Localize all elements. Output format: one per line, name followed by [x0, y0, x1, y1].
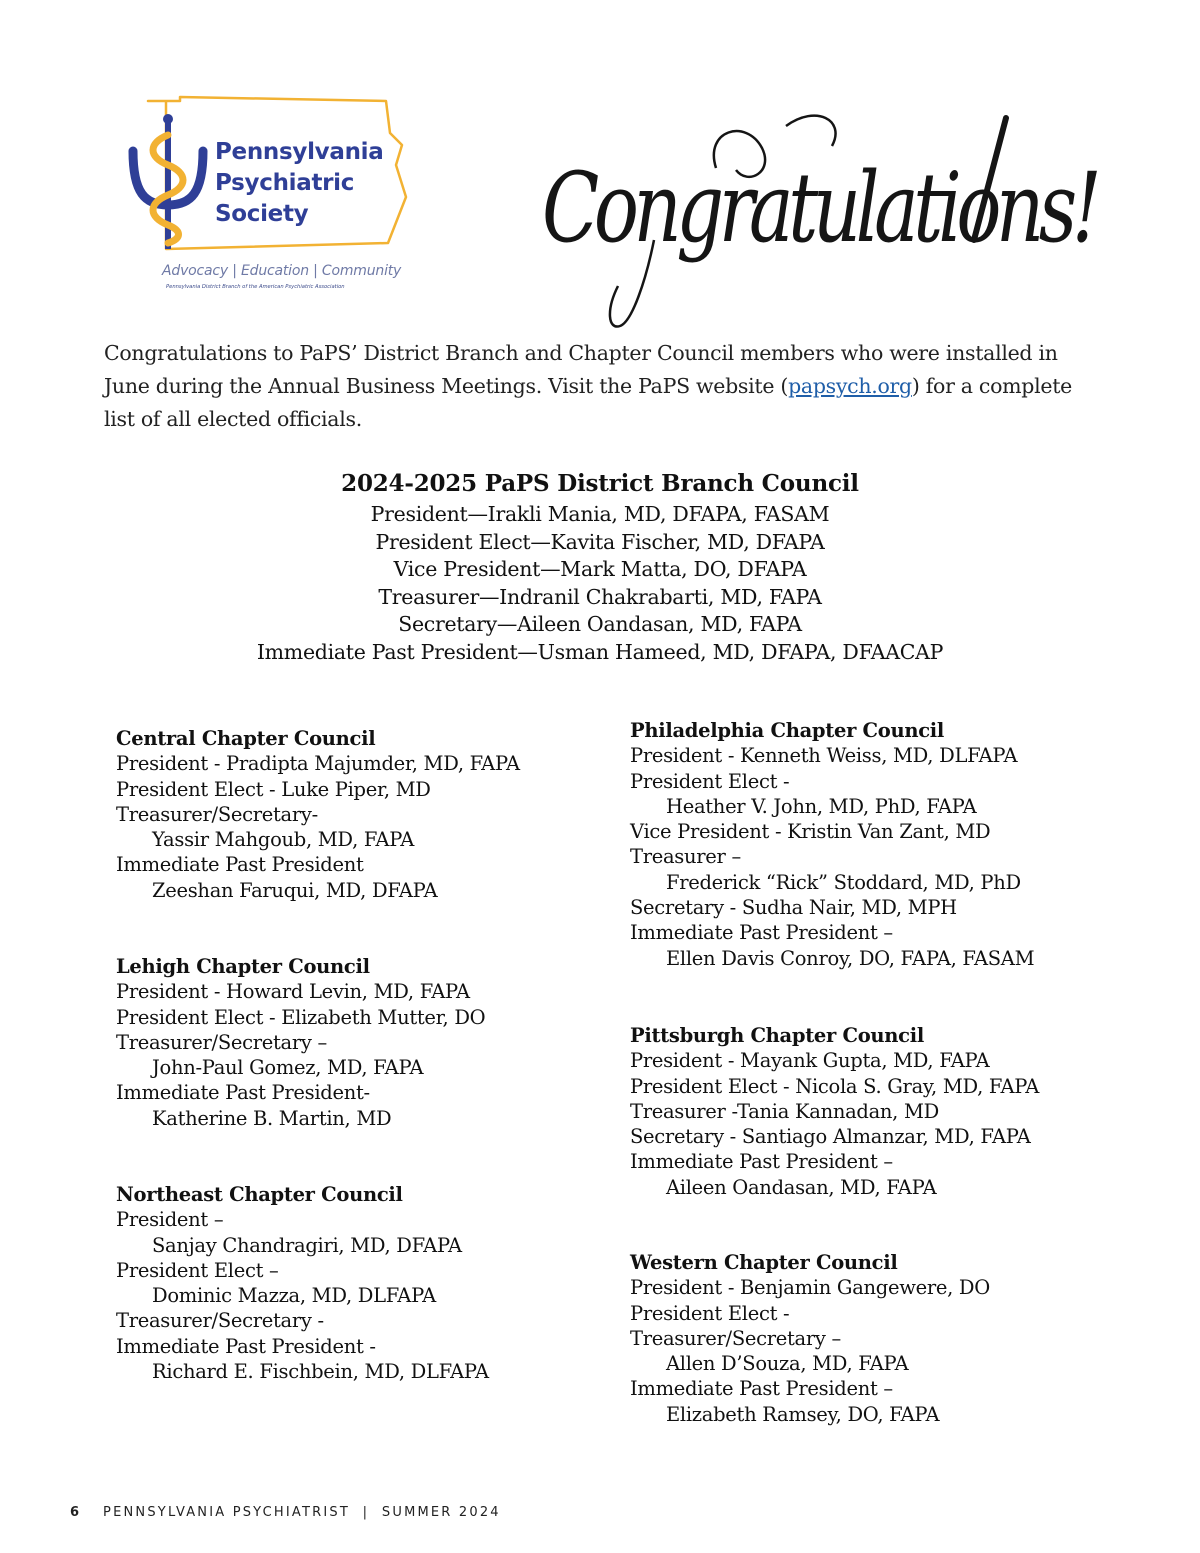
- chapter-officer-name: Yassir Mahgoub, MD, FAPA: [152, 828, 415, 852]
- logo-society-name: [215, 137, 383, 230]
- district-officer-line: Treasurer—Indranil Chakrabarti, MD, FAPA: [378, 584, 822, 609]
- chapter-officer-name: Heather V. John, MD, PhD, FAPA: [666, 794, 977, 818]
- chapter-officer-name: John-Paul Gomez, MD, FAPA: [152, 1056, 424, 1080]
- logo-name-line: Psychiatric: [215, 170, 355, 196]
- chapter-officer-list: [630, 1275, 990, 1427]
- district-officer-line: Secretary—Aileen Oandasan, MD, FAPA: [398, 612, 802, 636]
- philadelphia-chapter-council: [630, 718, 1034, 971]
- district-officer-line: President Elect—Kavita Fischer, MD, DFAPA: [375, 529, 825, 554]
- chapter-title: Pittsburgh Chapter Council: [630, 1024, 924, 1047]
- chapter-officer-name: Sanjay Chandragiri, MD, DFAPA: [152, 1233, 462, 1257]
- chapter-officer-role: President Elect -: [630, 769, 790, 793]
- chapter-officer-role: Immediate Past President -: [116, 1334, 376, 1358]
- intro-text: ) for a complete list of all elected officials.: [104, 374, 1072, 431]
- intro-paragraph: [104, 337, 1104, 436]
- chapter-officer-name: Richard E. Fischbein, MD, DLFAPA: [152, 1360, 489, 1384]
- district-officer-line: President—Irakli Mania, MD, DFAPA, FASAM: [370, 502, 830, 526]
- chapter-officer-name: Elizabeth Ramsey, DO, FAPA: [666, 1402, 940, 1426]
- district-officer-line: Immediate Past President—Usman Hameed, MD, DFAPA, DFAACAP: [256, 639, 944, 664]
- logo-name-line: Pennsylvania: [215, 139, 384, 165]
- chapter-officer-role: President –: [116, 1208, 224, 1232]
- district-branch-council: [0, 467, 1200, 666]
- paps-logo: [118, 95, 408, 300]
- chapter-officer-role: Immediate Past President: [116, 853, 364, 877]
- district-officer-line: Vice President—Mark Matta, DO, DFAPA: [393, 557, 807, 581]
- chapter-officer-name: Frederick “Rick” Stoddard, MD, PhD: [666, 870, 1021, 894]
- logo-subline: Pennsylvania District Branch of the American Psychiatric Association: [166, 284, 345, 290]
- chapter-title: Northeast Chapter Council: [116, 1183, 403, 1206]
- chapter-title: Lehigh Chapter Council: [116, 955, 370, 978]
- chapter-officer-role: Immediate Past President –: [630, 921, 893, 945]
- chapter-officer-role: Secretary - Sudha Nair, MD, MPH: [630, 896, 957, 920]
- chapter-officer-role: Secretary - Santiago Almanzar, MD, FAPA: [630, 1125, 1031, 1149]
- chapter-officer-role: President - Pradipta Majumder, MD, FAPA: [116, 752, 520, 776]
- chapter-officer-name: Katherine B. Martin, MD: [152, 1106, 392, 1130]
- chapter-officer-role: Immediate Past President-: [116, 1081, 370, 1105]
- chapter-officer-role: President - Mayank Gupta, MD, FAPA: [630, 1049, 990, 1073]
- papsych-link[interactable]: papsych.org: [788, 374, 912, 398]
- chapter-officer-name: Zeeshan Faruqui, MD, DFAPA: [152, 878, 438, 902]
- chapter-title: Central Chapter Council: [116, 727, 376, 750]
- headline-text: Congratulations!: [542, 152, 1097, 264]
- chapter-officer-role: Immediate Past President –: [630, 1377, 893, 1401]
- publication-name: PENNSYLVANIA PSYCHIATRIST | SUMMER 2024: [103, 1505, 501, 1520]
- chapter-officer-role: Treasurer/Secretary-: [116, 802, 318, 826]
- chapter-officer-role: President - Benjamin Gangewere, DO: [630, 1276, 990, 1300]
- caduceus-psi-icon: [123, 113, 213, 278]
- chapter-title: Philadelphia Chapter Council: [630, 719, 944, 742]
- northeast-chapter-council: [116, 1182, 489, 1384]
- chapter-officer-list: [116, 1207, 489, 1384]
- western-chapter-council: [630, 1250, 990, 1427]
- chapter-officer-list: [116, 751, 520, 903]
- page-footer: [70, 1505, 501, 1520]
- chapter-officer-list: [630, 1048, 1039, 1200]
- chapter-officer-role: President Elect - Elizabeth Mutter, DO: [116, 1005, 486, 1029]
- chapter-officer-name: Aileen Oandasan, MD, FAPA: [666, 1175, 937, 1199]
- chapter-officer-role: President - Kenneth Weiss, MD, DLFAPA: [630, 744, 1018, 768]
- chapter-officer-role: Treasurer/Secretary -: [116, 1309, 324, 1333]
- chapter-officer-role: Immediate Past President –: [630, 1150, 893, 1174]
- chapter-officer-role: Treasurer –: [630, 845, 741, 869]
- pittsburgh-chapter-council: [630, 1023, 1039, 1200]
- page-number: 6: [70, 1505, 80, 1520]
- chapter-officer-name: Dominic Mazza, MD, DLFAPA: [152, 1284, 436, 1308]
- chapter-officer-name: Allen D’Souza, MD, FAPA: [666, 1352, 909, 1376]
- central-chapter-council: [116, 726, 520, 903]
- chapter-officer-role: President Elect - Luke Piper, MD: [116, 777, 431, 801]
- congratulations-headline: [536, 90, 1097, 335]
- lehigh-chapter-council: [116, 954, 485, 1131]
- chapter-officer-role: President Elect - Nicola S. Gray, MD, FAPA: [630, 1074, 1040, 1098]
- chapter-officer-role: Vice President - Kristin Van Zant, MD: [630, 820, 991, 844]
- intro-text: Congratulations to PaPS’ District Branch and Chapter Council members who were installed in June during the Annual Business Meetings. Visit the PaPS website (: [104, 341, 1058, 398]
- district-branch-title: 2024-2025 PaPS District Branch Council: [341, 470, 859, 497]
- logo-name-line: Society: [215, 201, 309, 227]
- chapter-officer-list: [630, 743, 1034, 971]
- logo-tagline: Advocacy | Education | Community: [162, 263, 402, 279]
- chapter-officer-role: President Elect –: [116, 1258, 279, 1282]
- chapter-officer-role: Treasurer -Tania Kannadan, MD: [630, 1099, 939, 1123]
- chapter-officer-name: Ellen Davis Conroy, DO, FAPA, FASAM: [666, 946, 1035, 970]
- chapter-officer-role: President Elect -: [630, 1301, 790, 1325]
- chapter-officer-role: Treasurer/Secretary –: [116, 1030, 327, 1054]
- chapter-officer-role: Treasurer/Secretary –: [630, 1326, 841, 1350]
- chapter-officer-role: President - Howard Levin, MD, FAPA: [116, 980, 470, 1004]
- chapter-title: Western Chapter Council: [630, 1251, 898, 1274]
- chapter-officer-list: [116, 979, 485, 1131]
